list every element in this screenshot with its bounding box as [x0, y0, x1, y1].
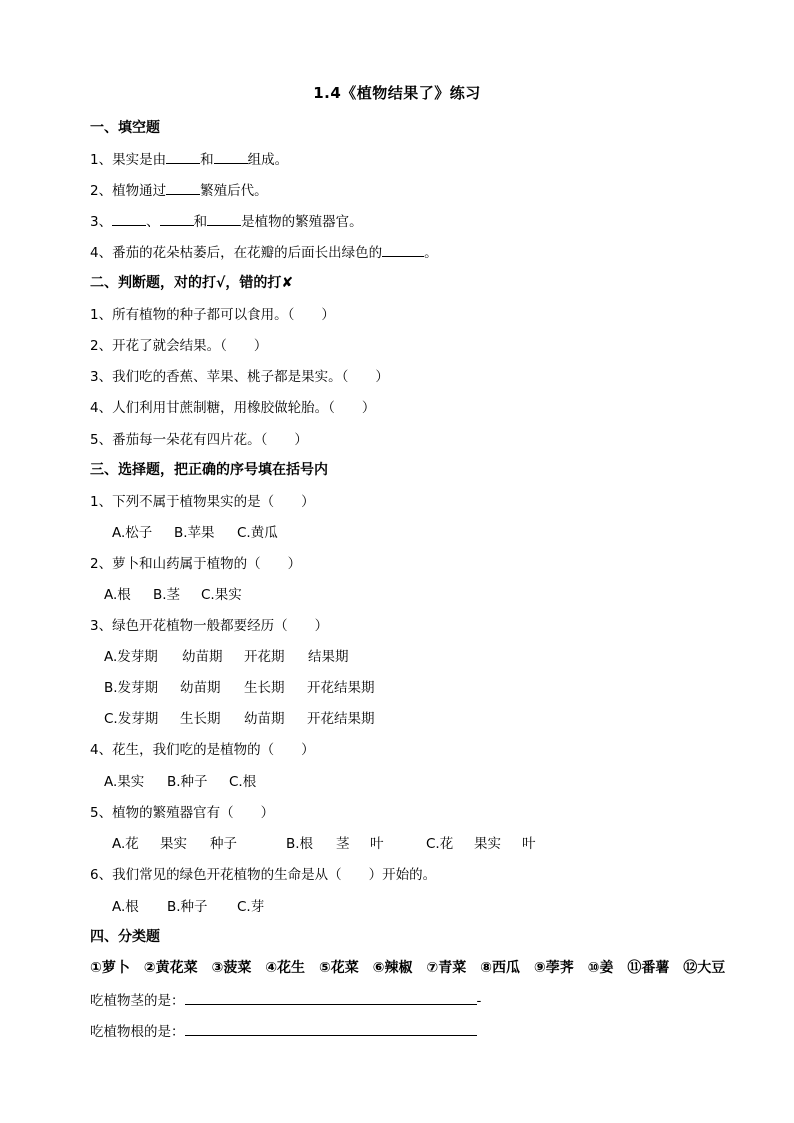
fill-q4-text: 4、番茄的花朵枯萎后，在花瓣的后面长出绿色的 [90, 245, 383, 261]
option[interactable]: A.松子 [112, 525, 153, 541]
classify-item: ③菠菜 [211, 960, 252, 976]
classify-item: ⑨荸荠 [533, 960, 574, 976]
option-text: B.发芽期 [104, 680, 159, 696]
blank[interactable] [214, 149, 248, 164]
option[interactable]: C.果实 [201, 587, 242, 603]
option[interactable]: C.芽 [237, 899, 265, 915]
classify-item: ⑧西瓜 [480, 960, 520, 976]
option-text: 叶 [370, 836, 384, 852]
option-text: 果实 [474, 836, 501, 852]
classify-item: ⑫大豆 [683, 960, 726, 976]
option-text: 开花结果期 [307, 680, 375, 696]
fill-q3 [90, 210, 363, 230]
choice-q1-stem: 1、下列不属于植物果实的是（ ） [90, 494, 315, 510]
option-text: C.发芽期 [104, 711, 159, 727]
section-fill-in-heading: 一、填空题 [90, 120, 160, 136]
option-text: 生长期 [244, 680, 285, 696]
option[interactable]: C.黄瓜 [237, 525, 278, 541]
option[interactable]: B.种子 [167, 774, 208, 790]
fill-q3-text: 、 [146, 214, 160, 230]
blank[interactable] [112, 211, 146, 226]
choice-q5-stem: 5、植物的繁殖器官有（ ） [90, 805, 275, 821]
option-text: 幼苗期 [244, 711, 285, 727]
stem-answer-trail: - [476, 993, 482, 1009]
tf-item: 2、开花了就会结果。（ ） [90, 338, 268, 354]
fill-q1-text: 1、果实是由 [90, 152, 167, 168]
option-text: 果实 [160, 836, 187, 852]
option-text: 茎 [336, 836, 350, 852]
fill-q2 [90, 179, 268, 199]
root-answer-row [90, 1020, 477, 1040]
classify-items [90, 957, 725, 977]
option[interactable]: A.花 [112, 836, 139, 852]
option-text: 幼苗期 [182, 649, 223, 665]
fill-q1-text: 组成。 [247, 152, 289, 168]
fill-q3-text: 3、 [90, 214, 113, 230]
fill-q3-text: 和 [193, 214, 208, 230]
fill-q4 [90, 241, 438, 261]
option-text: 种子 [210, 836, 237, 852]
fill-q3-text: 是植物的繁殖器官。 [241, 214, 363, 230]
section-choice-heading: 三、选择题，把正确的序号填在括号内 [90, 462, 328, 478]
option-text: 叶 [522, 836, 536, 852]
choice-q3-stem: 3、绿色开花植物一般都要经历（ ） [90, 618, 329, 634]
fill-q2-text: 繁殖后代。 [200, 183, 268, 199]
page-title: 1.4《植物结果了》练习 [313, 84, 481, 102]
blank[interactable] [382, 242, 424, 257]
fill-q1-text: 和 [200, 152, 214, 168]
blank[interactable] [166, 149, 200, 164]
section-true-false-heading: 二、判断题，对的打√，错的打✘ [90, 275, 294, 291]
fill-q2-text: 2、植物通过 [90, 183, 167, 199]
classify-item: ⑥辣椒 [372, 960, 413, 976]
root-answer-label: 吃植物根的是： [90, 1024, 185, 1040]
root-answer-line[interactable] [185, 1020, 477, 1036]
option[interactable]: B.根 [286, 836, 314, 852]
option-text: 生长期 [180, 711, 221, 727]
stem-answer-line[interactable] [185, 989, 477, 1005]
choice-q6-stem: 6、我们常见的绿色开花植物的生命是从（ ）开始的。 [90, 867, 437, 883]
option-text: 结果期 [308, 649, 349, 665]
section-classify-heading: 四、分类题 [90, 929, 160, 945]
tf-item: 1、所有植物的种子都可以食用。（ ） [90, 307, 335, 323]
tf-item: 4、人们利用甘蔗制糖，用橡胶做轮胎。（ ） [90, 400, 376, 416]
blank[interactable] [166, 180, 200, 195]
option[interactable]: B.苹果 [174, 525, 215, 541]
classify-item: ①萝卜 [90, 960, 130, 976]
choice-q2-stem: 2、萝卜和山药属于植物的（ ） [90, 556, 302, 572]
tf-item: 3、我们吃的香蕉、苹果、桃子都是果实。（ ） [90, 369, 389, 385]
option[interactable]: C.花 [426, 836, 454, 852]
classify-item: ②黄花菜 [143, 960, 198, 976]
option-text: 开花结果期 [307, 711, 375, 727]
classify-item: ⑪番薯 [627, 960, 670, 976]
classify-item: ⑩姜 [587, 960, 614, 976]
tf-item: 5、番茄每一朵花有四片花。（ ） [90, 432, 308, 448]
option-text: A.发芽期 [104, 649, 158, 665]
option[interactable]: B.种子 [167, 899, 208, 915]
blank[interactable] [207, 211, 241, 226]
choice-q4-stem: 4、花生，我们吃的是植物的（ ） [90, 742, 315, 758]
blank[interactable] [160, 211, 194, 226]
option[interactable]: C.根 [229, 774, 257, 790]
stem-answer-label: 吃植物茎的是： [90, 993, 185, 1009]
fill-q1 [90, 148, 288, 168]
option[interactable]: A.根 [112, 899, 139, 915]
stem-answer-row [90, 989, 481, 1009]
option[interactable]: A.根 [104, 587, 131, 603]
option[interactable]: B.茎 [153, 587, 181, 603]
classify-item: ⑤花菜 [318, 960, 359, 976]
option-text: 开花期 [244, 649, 285, 665]
classify-item: ⑦青菜 [426, 960, 467, 976]
option-text: 幼苗期 [180, 680, 221, 696]
classify-item: ④花生 [265, 960, 306, 976]
fill-q4-text: 。 [424, 245, 438, 261]
option[interactable]: A.果实 [104, 774, 145, 790]
